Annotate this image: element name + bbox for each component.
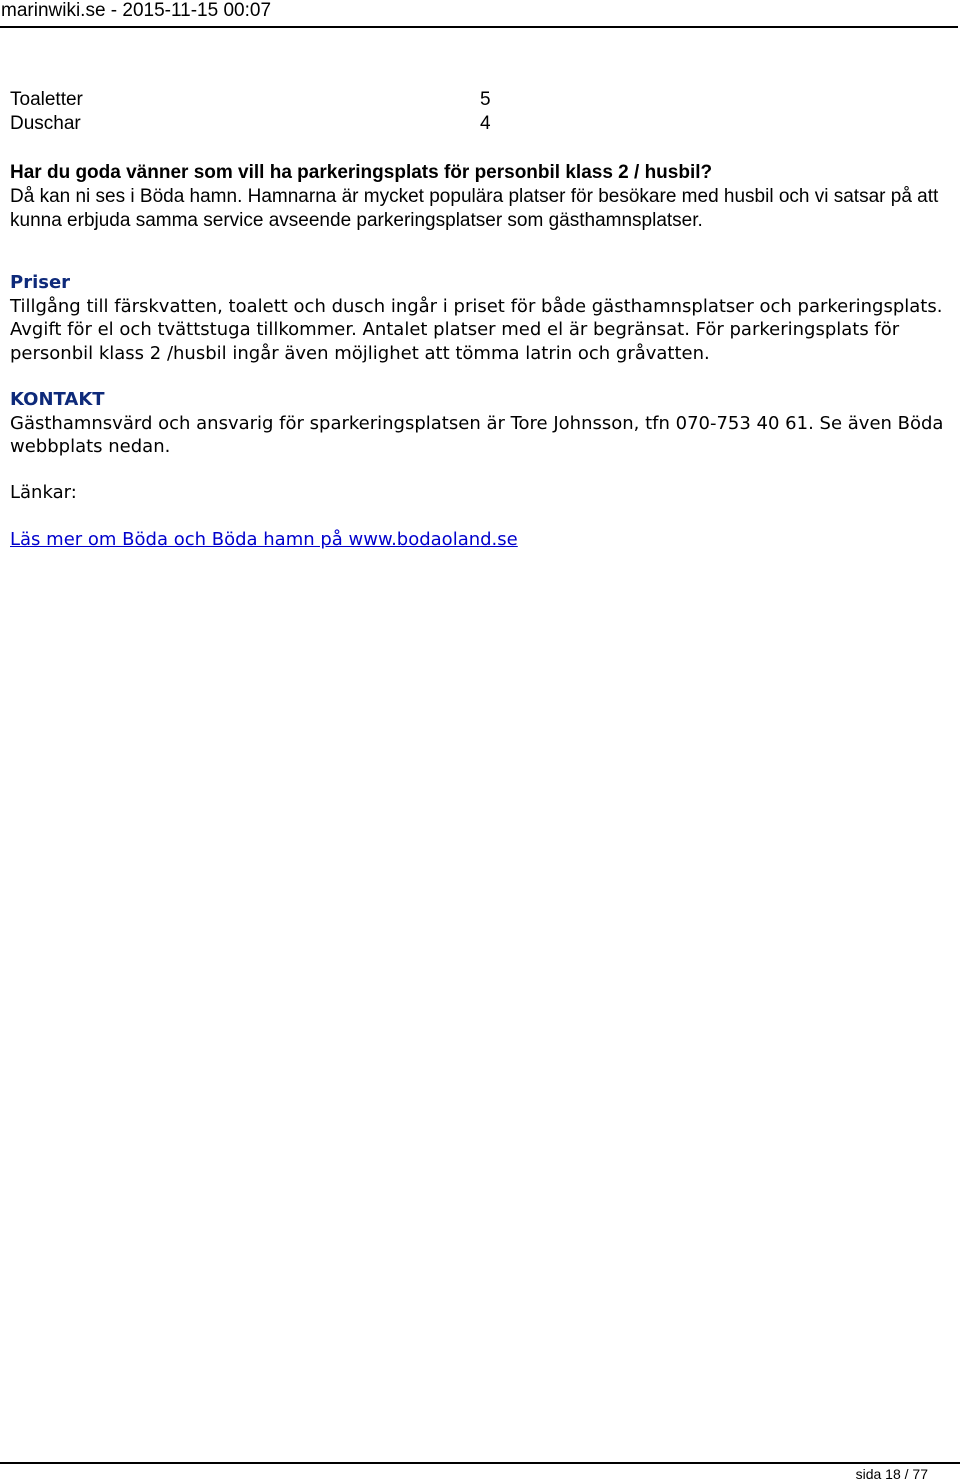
contact-text: Gästhamnsvärd och ansvarig för sparkeringsplatsen är Tore Johnsson, tfn 070-753 40 61. Se även Böda webbplats nedan. — [10, 412, 944, 457]
facility-row — [10, 112, 945, 136]
header-title: marinwiki.se - 2015-11-15 00:07 — [1, 0, 272, 21]
prices-section — [10, 271, 945, 365]
prices-text: Tillgång till färskvatten, toalett och dusch ingår i priset för både gästhamnsplatser och parkeringsplats. Avgift för el och tvättstuga tillkommer. Antalet platser med el är begränsat. För parkeringsplats för personbil klass 2 /husbil ingår även möjlighet att tömma latrin och gråvatten. — [10, 295, 943, 364]
facility-value-showers: 4 — [480, 113, 491, 134]
bodaoland-link[interactable]: Läs mer om Böda och Böda hamn på www.bodaoland.se — [10, 529, 518, 550]
facility-row — [10, 88, 945, 112]
intro-text: Då kan ni ses i Böda hamn. Hamnarna är mycket populära platser för besökare med husbil och vi satsar på att kunna erbjuda samma service avseende parkeringsplatser som gästhamnsplatser. — [10, 186, 939, 231]
contact-heading: KONTAKT — [10, 389, 105, 410]
facility-label-showers: Duschar — [10, 113, 81, 134]
document-content — [10, 88, 945, 552]
intro-heading: Har du goda vänner som vill ha parkeringsplats för personbil klass 2 / husbil? — [10, 162, 713, 183]
page-number: sida 18 / 77 — [855, 1466, 928, 1482]
facility-label-toilets: Toaletter — [10, 89, 83, 110]
page-header — [0, 0, 958, 28]
facility-value-toilets: 5 — [480, 89, 491, 110]
contact-section — [10, 388, 945, 459]
facility-table — [10, 88, 945, 136]
intro-section — [10, 161, 945, 233]
prices-heading: Priser — [10, 272, 71, 293]
page-footer — [0, 1462, 960, 1482]
links-label: Länkar: — [10, 481, 77, 503]
